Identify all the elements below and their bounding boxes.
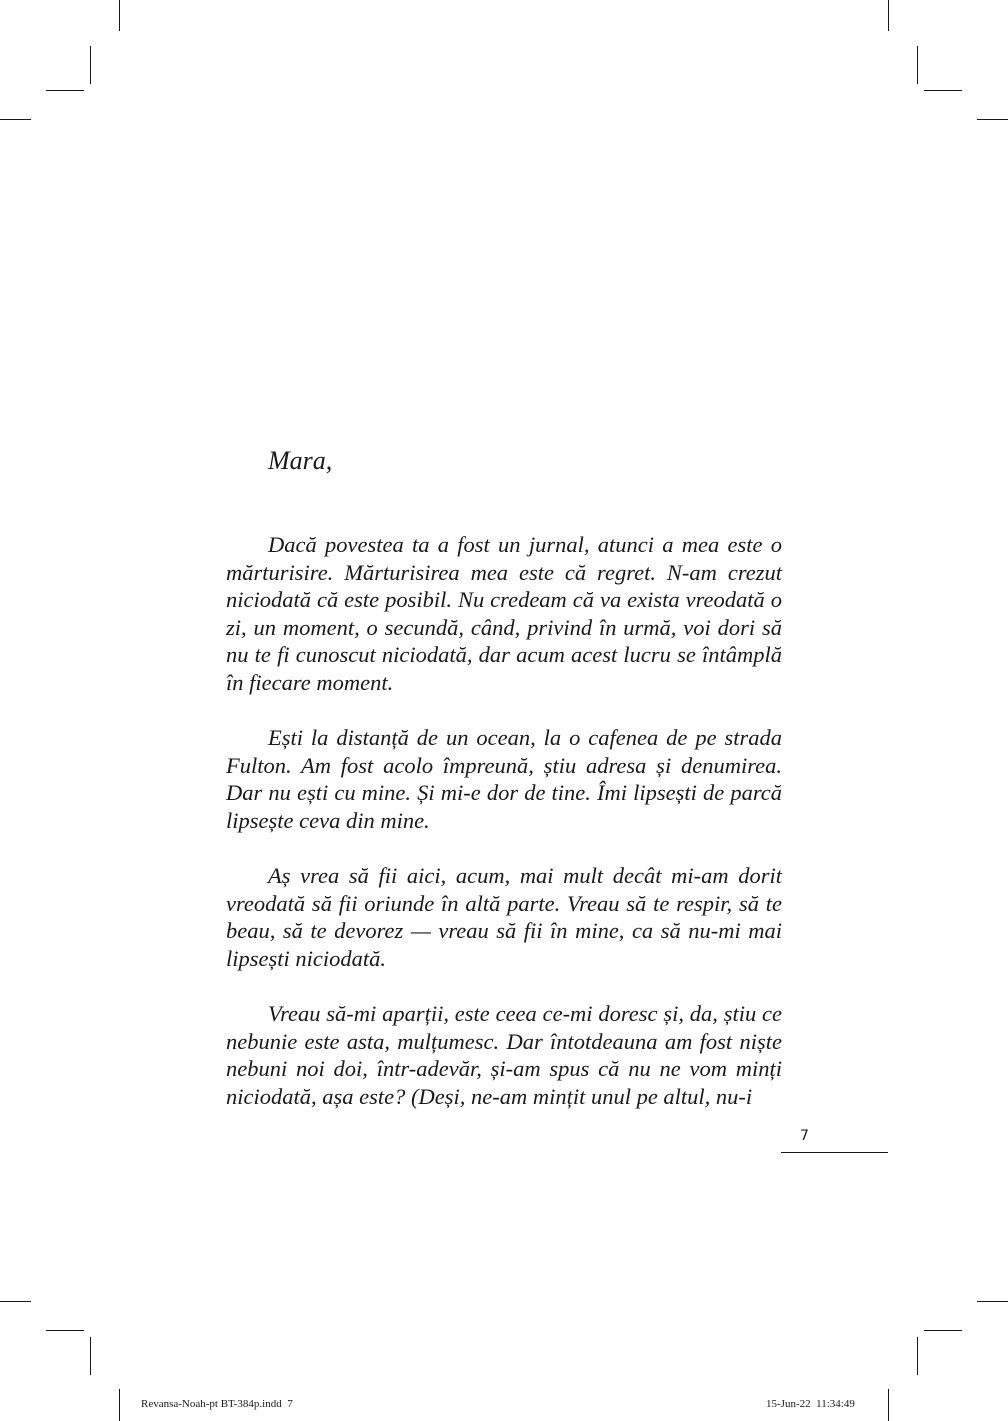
slug-file-info xyxy=(141,1397,293,1411)
crop-mark-top-left-horizontal xyxy=(0,119,31,120)
crop-mark-bottom-right-inner-horizontal xyxy=(924,1330,962,1331)
slug-time: 11:34:49 xyxy=(816,1398,855,1410)
crop-mark-bottom-right-inner-vertical xyxy=(917,1337,918,1375)
crop-mark-top-right-inner-horizontal xyxy=(924,90,962,91)
crop-mark-bottom-right-horizontal xyxy=(977,1301,1008,1302)
letter-salutation: Mara, xyxy=(268,446,333,475)
crop-mark-bottom-left-horizontal xyxy=(0,1301,31,1302)
letter-paragraph: Vreau să-mi aparții, este ceea ce-mi doresc și, da, știu ce nebunie este asta, mulțumesc. Dar întotdeauna am fost niște nebuni noi doi, într-adevăr, și-am spus că nu ne vom minți niciodată, așa este? (Deși, ne-am mințit unul pe altul, nu-i xyxy=(226,1001,782,1109)
slug-date: 15-Jun-22 xyxy=(766,1398,811,1410)
page-number: 7 xyxy=(800,1128,809,1144)
crop-mark-bottom-left-inner-horizontal xyxy=(46,1330,84,1331)
crop-mark-bottom-left-inner-vertical xyxy=(90,1337,91,1375)
crop-mark-bottom-left-vertical xyxy=(119,1389,120,1421)
crop-mark-top-right-horizontal xyxy=(977,119,1008,120)
slug-timestamp xyxy=(766,1397,855,1411)
crop-mark-top-left-vertical xyxy=(119,0,120,31)
slug-file-name: Revansa-Noah-pt BT-384p.indd xyxy=(141,1398,282,1410)
crop-mark-bottom-right-vertical xyxy=(888,1389,889,1421)
crop-mark-top-left-inner-horizontal xyxy=(46,90,84,91)
page-number-rule xyxy=(781,1152,888,1153)
letter-paragraph: Ești la distanță de un ocean, la o cafenea de pe strada Fulton. Am fost acolo împreună, știu adresa și denumirea. Dar nu ești cu mine. Și mi-e dor de tine. Îmi lipsești de parcă lipsește ceva din mine. xyxy=(226,725,782,833)
slug-file-page: 7 xyxy=(287,1398,293,1410)
crop-mark-top-right-vertical xyxy=(888,0,889,31)
letter-body xyxy=(226,531,782,1138)
letter-paragraph: Aș vrea să fii aici, acum, mai mult decât mi-am dorit vreodată să fii oriunde în altă parte. Vreau să te respir, să te beau, să te devorez — vreau să fii în mine, ca să nu-mi mai lipsești niciodată. xyxy=(226,863,782,971)
crop-mark-top-right-inner-vertical xyxy=(917,46,918,84)
letter-paragraph: Dacă povestea ta a fost un jurnal, atunci a mea este o mărturisire. Mărturisirea mea este că regret. N-am crezut niciodată că este posibil. Nu credeam că va exista vreodată o zi, un moment, o secundă, când, privind în urmă, voi dori să nu te fi cunoscut niciodată, dar acum acest lucru se întâmplă în fiecare moment. xyxy=(226,532,782,695)
crop-mark-top-left-inner-vertical xyxy=(90,46,91,84)
